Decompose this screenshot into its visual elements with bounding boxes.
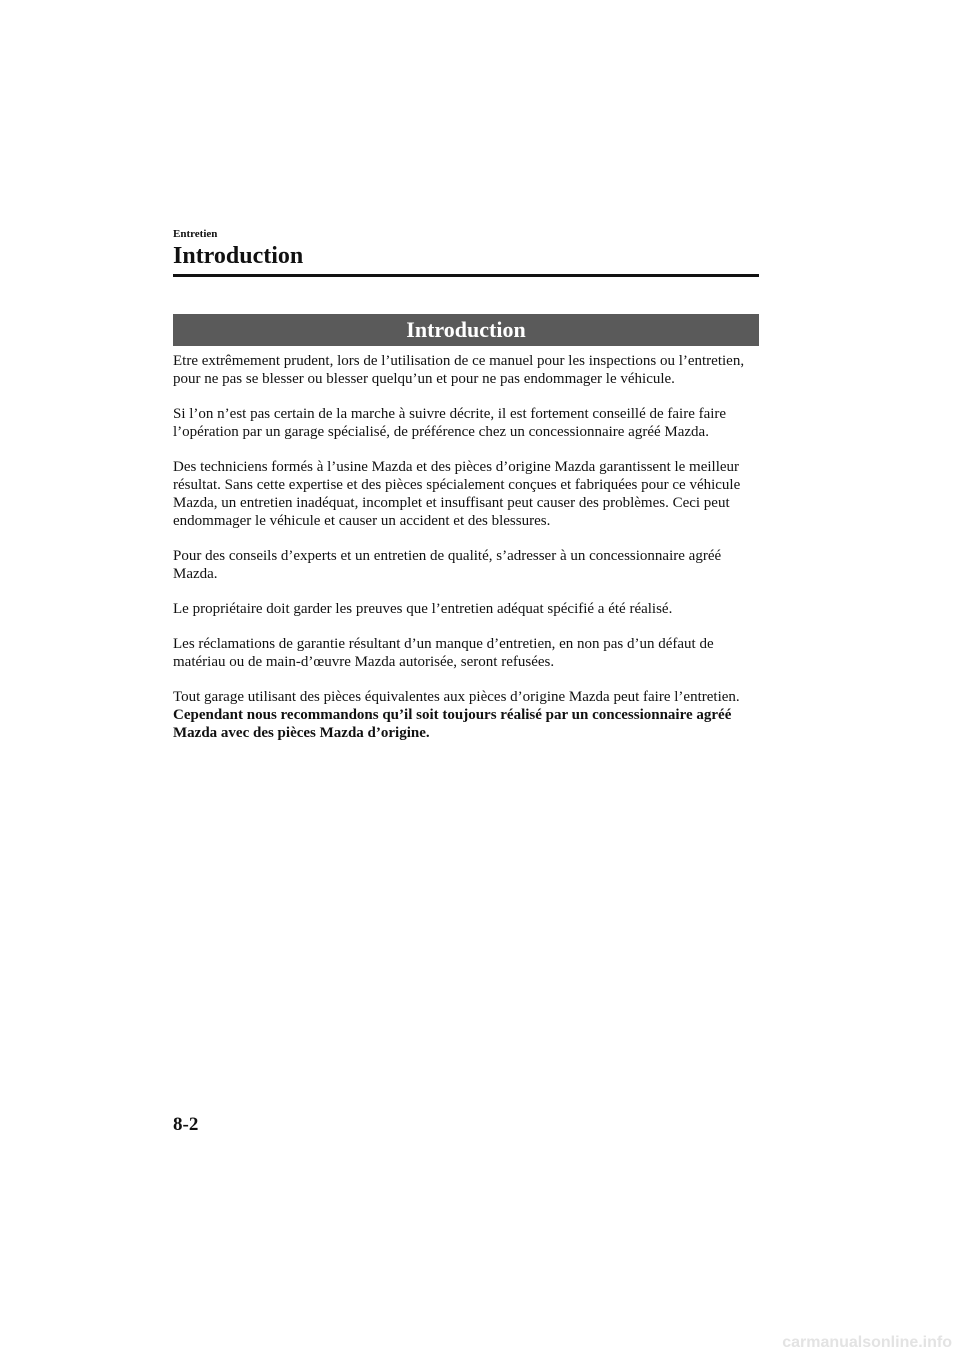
paragraph-7	[173, 688, 763, 742]
page-number: 8-2	[173, 1114, 199, 1135]
paragraph-4: Pour des conseils d’experts et un entretien de qualité, s’adresser à un concessionnaire agréé Mazda.	[173, 548, 722, 582]
section-banner: Introduction	[173, 314, 759, 346]
title-rule	[173, 274, 759, 277]
watermark: carmanualsonline.info	[782, 1334, 952, 1351]
paragraph-7-text: Tout garage utilisant des pièces équivalentes aux pièces d’origine Mazda peut faire l’entretien.	[173, 689, 740, 705]
paragraph-5: Le propriétaire doit garder les preuves que l’entretien adéquat spécifié a été réalisé.	[173, 601, 673, 617]
paragraph-7-emphasis: Cependant nous recommandons qu’il soit toujours réalisé par un concessionnaire agréé Mazda avec des pièces Mazda d’origine.	[173, 707, 732, 741]
paragraph-2: Si l’on n’est pas certain de la marche à suivre décrite, il est fortement conseillé de faire faire l’opération par un garage spécialisé, de préférence chez un concessionnaire agréé Mazda.	[173, 406, 727, 440]
paragraph-6: Les réclamations de garantie résultant d’un manque d’entretien, en non pas d’un défaut de matériau ou de main-d’œuvre Mazda autorisée, seront refusées.	[173, 636, 714, 670]
chapter-title: Introduction	[173, 243, 304, 269]
body-text	[173, 352, 763, 759]
paragraph-1: Etre extrêmement prudent, lors de l’utilisation de ce manuel pour les inspections ou l’entretien, pour ne pas se blesser ou blesser quelqu’un et pour ne pas endommager le véhicule.	[173, 353, 745, 387]
paragraph-3: Des techniciens formés à l’usine Mazda et des pièces d’origine Mazda garantissent le meilleur résultat. Sans cette expertise et des pièces spécialement conçues et fabriquées pour ce véhicule Mazda, un entretien inadéquat, incomplet et insuffisant peut causer des problèmes. Ceci peut endommager le véhicule et causer un accident et des blessures.	[173, 459, 741, 529]
section-label: Entretien	[173, 228, 218, 240]
